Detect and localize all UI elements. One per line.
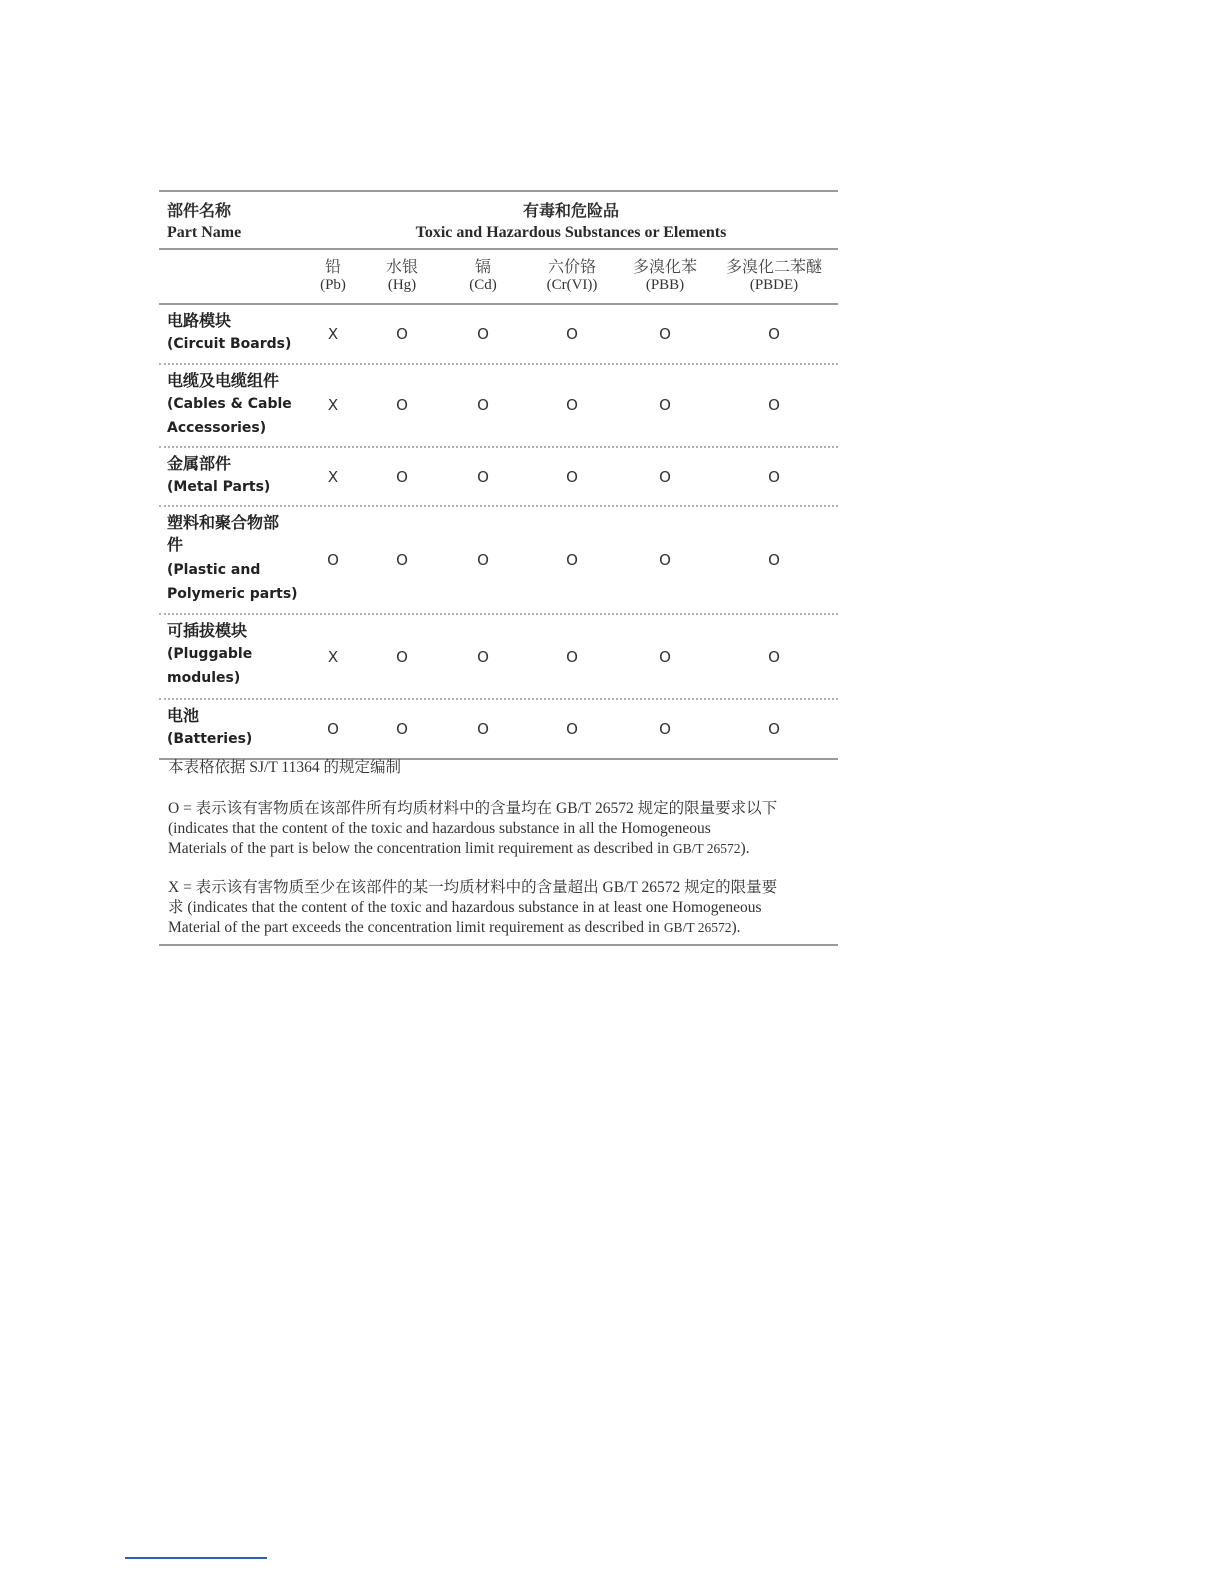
mark-hg: O	[396, 551, 408, 569]
mark-cd: O	[477, 396, 489, 414]
mark-pb: O	[327, 720, 339, 738]
footnote-separator	[125, 1557, 267, 1559]
mark-hg: O	[396, 468, 408, 486]
mark-pbb: O	[659, 720, 671, 738]
mark-pbb: O	[659, 648, 671, 666]
part-name-cell: 电池 (Batteries)	[167, 706, 253, 747]
mark-pbde: O	[768, 468, 780, 486]
mark-cd: O	[477, 551, 489, 569]
mark-pb: X	[327, 325, 339, 343]
o-definition-cn: O = 表示该有害物质在该部件所有均质材料中的含量均在 GB/T 26572 规定的限量要求以下	[168, 800, 778, 817]
mark-pb: X	[327, 468, 339, 486]
mark-crvi: O	[566, 396, 578, 414]
mark-pb: O	[327, 551, 339, 569]
substance-header-pb: 铅 (Pb)	[320, 259, 346, 293]
table-row	[159, 365, 838, 446]
part-name-en-header: Part Name	[167, 224, 242, 241]
substance-header-pbb: 多溴化苯 (PBB)	[632, 259, 698, 293]
part-name-cell: 电路模块 (Circuit Boards)	[167, 311, 292, 352]
part-name-cell: 金属部件 (Metal Parts)	[167, 454, 271, 495]
mark-pbde: O	[768, 325, 780, 343]
standard-note: 本表格依据 SJ/T 11364 的规定编制	[168, 759, 401, 776]
mark-cd: O	[477, 325, 489, 343]
table-row	[159, 615, 838, 698]
notes-bottom-rule	[159, 944, 838, 946]
mark-pbde: O	[768, 396, 780, 414]
mark-crvi: O	[566, 551, 578, 569]
mark-hg: O	[396, 325, 408, 343]
mark-pb: X	[327, 396, 339, 414]
substance-header-row	[159, 250, 838, 303]
table-header	[159, 192, 838, 248]
substance-header-pbde: 多溴化二苯醚 (PBDE)	[725, 259, 823, 293]
x-definition-cn: X = 表示该有害物质至少在该部件的某一均质材料中的含量超出 GB/T 26572 规定的限量要	[168, 879, 778, 896]
part-name-cell: 塑料和聚合物部 件 (Plastic and Polymeric parts)	[167, 513, 298, 602]
mark-hg: O	[396, 648, 408, 666]
substance-header-cd: 镉 (Cd)	[469, 259, 497, 293]
x-standard-ref: GB/T 26572	[663, 920, 732, 935]
substance-header-hg: 水银 (Hg)	[385, 259, 419, 293]
mark-pbde: O	[768, 648, 780, 666]
mark-pbde: O	[768, 720, 780, 738]
table-notes	[168, 758, 833, 938]
mark-hg: O	[396, 720, 408, 738]
substances-title-en: Toxic and Hazardous Substances or Elements	[415, 224, 727, 241]
o-standard-ref: GB/T 26572	[672, 841, 741, 856]
mark-pbb: O	[659, 551, 671, 569]
table-row	[159, 700, 838, 758]
mark-pbb: O	[659, 396, 671, 414]
hazardous-substances-table	[159, 190, 838, 760]
mark-pbb: O	[659, 325, 671, 343]
part-name-cell: 电缆及电缆组件 (Cables & Cable Accessories)	[167, 371, 292, 436]
mark-crvi: O	[566, 468, 578, 486]
x-definition-en-2: Material of the part exceeds the concentration limit requirement as described in GB/T 26572).	[168, 919, 741, 936]
o-definition-en-2: Materials of the part is below the concentration limit requirement as described in GB/T 26572).	[168, 840, 750, 857]
table-row	[159, 507, 838, 613]
o-definition-en-1: (indicates that the content of the toxic and hazardous substance in all the Homogeneous	[168, 820, 711, 837]
substance-header-crvi: 六价铬 (Cr(VI))	[546, 259, 598, 293]
table-row	[159, 305, 838, 363]
mark-cd: O	[477, 648, 489, 666]
mark-hg: O	[396, 396, 408, 414]
mark-crvi: O	[566, 720, 578, 738]
mark-crvi: O	[566, 648, 578, 666]
table-row	[159, 448, 838, 505]
part-name-cn-header: 部件名称	[167, 203, 232, 220]
substances-title-cn: 有毒和危险品	[522, 203, 620, 220]
mark-cd: O	[477, 720, 489, 738]
mark-pb: X	[327, 648, 339, 666]
mark-pbb: O	[659, 468, 671, 486]
x-definition-en-1: 求 (indicates that the content of the toxic and hazardous substance in at least one Homogeneous	[168, 899, 762, 916]
part-name-cell: 可插拔模块 (Pluggable modules)	[167, 621, 253, 686]
mark-cd: O	[477, 468, 489, 486]
mark-crvi: O	[566, 325, 578, 343]
mark-pbde: O	[768, 551, 780, 569]
